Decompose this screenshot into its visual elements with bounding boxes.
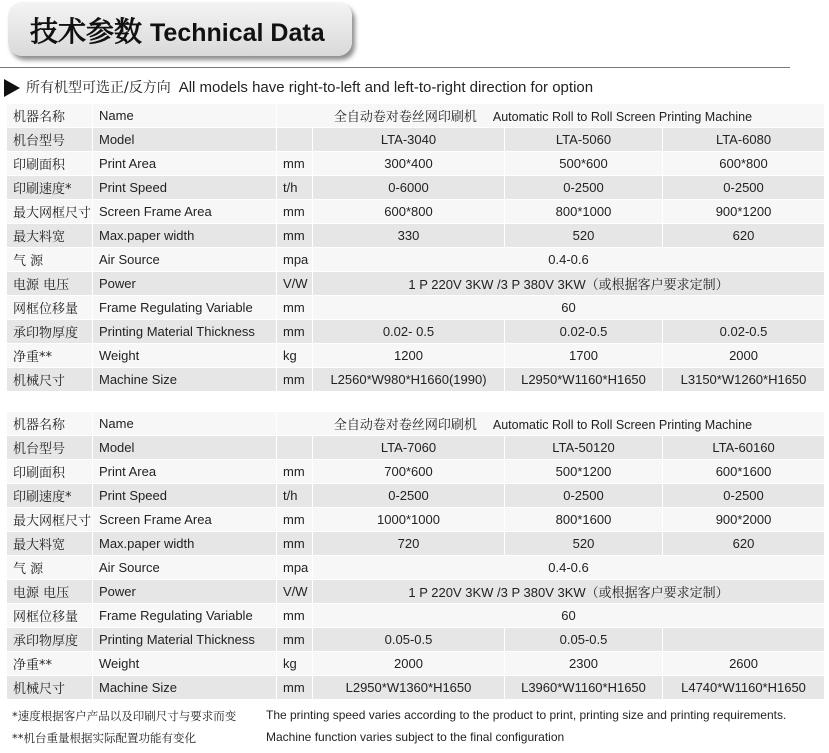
footnote-1-cn: *速度根据客户产品以及印刷尺寸与要求而变 bbox=[12, 709, 237, 723]
row-label-cn: 最大网框尺寸 bbox=[7, 508, 93, 532]
row-label-cn: 印刷速度* bbox=[7, 484, 93, 508]
row-value: 600*800 bbox=[313, 200, 505, 224]
row-label-cn: 电源 电压 bbox=[7, 272, 93, 296]
table-row bbox=[7, 176, 825, 200]
table-row bbox=[7, 436, 825, 460]
row-value: LTA-60160 bbox=[663, 436, 825, 460]
footnote-2-en: Machine function varies subject to the final configuration bbox=[266, 730, 565, 744]
row-unit: V/W bbox=[277, 580, 313, 604]
row-value: 0-2500 bbox=[505, 484, 663, 508]
name-en-label: Name bbox=[93, 412, 277, 436]
row-label-cn: 气 源 bbox=[7, 248, 93, 272]
title-cn: 技术参数 bbox=[30, 15, 143, 48]
row-value: LTA-7060 bbox=[313, 436, 505, 460]
row-value-span: 1 P 220V 3KW /3 P 380V 3KW（或根据客户要求定制） bbox=[313, 272, 825, 296]
row-label-en: Printing Material Thickness bbox=[93, 628, 277, 652]
row-unit: mm bbox=[277, 676, 313, 700]
row-value: L3150*W1260*H1650 bbox=[663, 368, 825, 392]
row-value: 1700 bbox=[505, 344, 663, 368]
row-label-en: Printing Material Thickness bbox=[93, 320, 277, 344]
arrow-right-icon bbox=[4, 79, 20, 97]
row-value: 500*600 bbox=[505, 152, 663, 176]
row-label-en: Weight bbox=[93, 344, 277, 368]
row-unit: mm bbox=[277, 152, 313, 176]
row-unit: t/h bbox=[277, 484, 313, 508]
row-unit: mm bbox=[277, 320, 313, 344]
row-label-cn: 机械尺寸 bbox=[7, 368, 93, 392]
table-row bbox=[7, 604, 825, 628]
table-row bbox=[7, 272, 825, 296]
row-value: 0-2500 bbox=[663, 176, 825, 200]
machine-name bbox=[277, 104, 825, 128]
row-label-en: Machine Size bbox=[93, 676, 277, 700]
row-value: 0-2500 bbox=[663, 484, 825, 508]
page-title bbox=[30, 10, 325, 50]
table-row bbox=[7, 676, 825, 700]
row-label-en: Air Source bbox=[93, 556, 277, 580]
row-value: 2000 bbox=[313, 652, 505, 676]
row-value: 0.02-0.5 bbox=[505, 320, 663, 344]
row-value: LTA-5060 bbox=[505, 128, 663, 152]
spec-table-1 bbox=[6, 103, 825, 392]
table-row bbox=[7, 532, 825, 556]
row-label-cn: 印刷速度* bbox=[7, 176, 93, 200]
row-unit: t/h bbox=[277, 176, 313, 200]
row-value: 700*600 bbox=[313, 460, 505, 484]
row-value: LTA-6080 bbox=[663, 128, 825, 152]
row-label-cn: 承印物厚度 bbox=[7, 628, 93, 652]
machine-name-en: Automatic Roll to Roll Screen Printing Machine bbox=[492, 110, 753, 124]
row-label-en: Machine Size bbox=[93, 368, 277, 392]
row-label-en: Model bbox=[93, 128, 277, 152]
row-value: 330 bbox=[313, 224, 505, 248]
direction-cn: 所有机型可选正/反方向 bbox=[26, 80, 171, 96]
row-value: 600*1600 bbox=[663, 460, 825, 484]
row-value: 2300 bbox=[505, 652, 663, 676]
table-row bbox=[7, 628, 825, 652]
table-row bbox=[7, 128, 825, 152]
row-unit: mm bbox=[277, 296, 313, 320]
table-row bbox=[7, 460, 825, 484]
row-label-en: Air Source bbox=[93, 248, 277, 272]
row-value: L2560*W980*H1660(1990) bbox=[313, 368, 505, 392]
machine-name-cn: 全自动卷对卷丝网印刷机 bbox=[333, 418, 477, 433]
row-value: 520 bbox=[505, 224, 663, 248]
row-unit bbox=[277, 128, 313, 152]
row-value: 0.02- 0.5 bbox=[313, 320, 505, 344]
title-en: Technical Data bbox=[150, 19, 325, 47]
row-unit: mm bbox=[277, 200, 313, 224]
table-row bbox=[7, 508, 825, 532]
row-value: 800*1000 bbox=[505, 200, 663, 224]
row-value: 0-2500 bbox=[505, 176, 663, 200]
row-value: LTA-3040 bbox=[313, 128, 505, 152]
row-label-en: Frame Regulating Variable bbox=[93, 604, 277, 628]
row-value: 500*1200 bbox=[505, 460, 663, 484]
row-label-en: Power bbox=[93, 272, 277, 296]
row-unit: mm bbox=[277, 368, 313, 392]
row-value: L2950*W1360*H1650 bbox=[313, 676, 505, 700]
row-unit: mm bbox=[277, 628, 313, 652]
row-unit: V/W bbox=[277, 272, 313, 296]
table-row bbox=[7, 484, 825, 508]
row-value: 620 bbox=[663, 224, 825, 248]
row-label-cn: 电源 电压 bbox=[7, 580, 93, 604]
table-row bbox=[7, 368, 825, 392]
row-value: 620 bbox=[663, 532, 825, 556]
row-label-cn: 网框位移量 bbox=[7, 604, 93, 628]
row-label-en: Max.paper width bbox=[93, 224, 277, 248]
row-label-en: Print Area bbox=[93, 152, 277, 176]
row-label-cn: 网框位移量 bbox=[7, 296, 93, 320]
spec-table-2 bbox=[6, 411, 825, 700]
row-value: 900*2000 bbox=[663, 508, 825, 532]
row-value: LTA-50120 bbox=[505, 436, 663, 460]
row-value-span: 60 bbox=[313, 604, 825, 628]
name-cn-label: 机器名称 bbox=[7, 412, 93, 436]
row-unit: mpa bbox=[277, 248, 313, 272]
row-label-cn: 机械尺寸 bbox=[7, 676, 93, 700]
row-value: 800*1600 bbox=[505, 508, 663, 532]
row-label-cn: 最大料宽 bbox=[7, 224, 93, 248]
row-label-cn: 最大料宽 bbox=[7, 532, 93, 556]
row-label-cn: 机台型号 bbox=[7, 128, 93, 152]
row-unit: mm bbox=[277, 532, 313, 556]
row-unit: mm bbox=[277, 224, 313, 248]
row-value: 0.02-0.5 bbox=[663, 320, 825, 344]
row-label-en: Print Speed bbox=[93, 484, 277, 508]
row-unit bbox=[277, 436, 313, 460]
row-value: 0.05-0.5 bbox=[313, 628, 505, 652]
row-label-cn: 承印物厚度 bbox=[7, 320, 93, 344]
row-unit: mm bbox=[277, 604, 313, 628]
table-row bbox=[7, 580, 825, 604]
row-value: L4740*W1160*H1650 bbox=[663, 676, 825, 700]
row-label-en: Model bbox=[93, 436, 277, 460]
table-row bbox=[7, 344, 825, 368]
row-value: 2000 bbox=[663, 344, 825, 368]
table-header-row bbox=[7, 104, 825, 128]
row-value-span: 0.4-0.6 bbox=[313, 248, 825, 272]
table-row bbox=[7, 652, 825, 676]
machine-name-cn: 全自动卷对卷丝网印刷机 bbox=[333, 110, 477, 125]
row-unit: mpa bbox=[277, 556, 313, 580]
table-row bbox=[7, 556, 825, 580]
row-label-en: Print Area bbox=[93, 460, 277, 484]
row-value: 300*400 bbox=[313, 152, 505, 176]
name-cn-label: 机器名称 bbox=[7, 104, 93, 128]
table-row bbox=[7, 152, 825, 176]
row-label-cn: 印刷面积 bbox=[7, 460, 93, 484]
table-row bbox=[7, 224, 825, 248]
table-header-row bbox=[7, 412, 825, 436]
row-label-cn: 印刷面积 bbox=[7, 152, 93, 176]
row-label-en: Power bbox=[93, 580, 277, 604]
direction-en: All models have right-to-left and left-to-right direction for option bbox=[178, 79, 594, 96]
direction-note bbox=[26, 77, 593, 97]
row-unit: mm bbox=[277, 508, 313, 532]
row-value: L3960*W1160*H1650 bbox=[505, 676, 663, 700]
row-value: 1000*1000 bbox=[313, 508, 505, 532]
row-label-cn: 净重** bbox=[7, 344, 93, 368]
row-label-en: Print Speed bbox=[93, 176, 277, 200]
row-unit: kg bbox=[277, 652, 313, 676]
row-value: 2600 bbox=[663, 652, 825, 676]
row-value-span: 1 P 220V 3KW /3 P 380V 3KW（或根据客户要求定制） bbox=[313, 580, 825, 604]
table-row bbox=[7, 200, 825, 224]
row-value bbox=[663, 628, 825, 652]
row-value: 720 bbox=[313, 532, 505, 556]
row-value: L2950*W1160*H1650 bbox=[505, 368, 663, 392]
machine-name bbox=[277, 412, 825, 436]
row-label-en: Screen Frame Area bbox=[93, 200, 277, 224]
row-value: 0.05-0.5 bbox=[505, 628, 663, 652]
table-row bbox=[7, 320, 825, 344]
row-label-en: Max.paper width bbox=[93, 532, 277, 556]
table-row bbox=[7, 248, 825, 272]
row-value: 0-2500 bbox=[313, 484, 505, 508]
row-value-span: 0.4-0.6 bbox=[313, 556, 825, 580]
machine-name-en: Automatic Roll to Roll Screen Printing Machine bbox=[492, 418, 753, 432]
row-label-en: Frame Regulating Variable bbox=[93, 296, 277, 320]
footnote-2-cn: **机台重量根据实际配置功能有变化 bbox=[12, 731, 196, 745]
table-row bbox=[7, 296, 825, 320]
footnote-1-en: The printing speed varies according to the product to print, printing size and printing requirements. bbox=[266, 708, 787, 722]
row-label-cn: 气 源 bbox=[7, 556, 93, 580]
row-label-cn: 最大网框尺寸 bbox=[7, 200, 93, 224]
name-en-label: Name bbox=[93, 104, 277, 128]
row-label-en: Screen Frame Area bbox=[93, 508, 277, 532]
row-value: 520 bbox=[505, 532, 663, 556]
row-value: 600*800 bbox=[663, 152, 825, 176]
row-value: 0-6000 bbox=[313, 176, 505, 200]
row-unit: kg bbox=[277, 344, 313, 368]
row-label-cn: 机台型号 bbox=[7, 436, 93, 460]
row-unit: mm bbox=[277, 460, 313, 484]
row-label-en: Weight bbox=[93, 652, 277, 676]
row-label-cn: 净重** bbox=[7, 652, 93, 676]
row-value: 900*1200 bbox=[663, 200, 825, 224]
divider bbox=[0, 67, 790, 68]
row-value: 1200 bbox=[313, 344, 505, 368]
row-value-span: 60 bbox=[313, 296, 825, 320]
title-badge bbox=[8, 2, 352, 56]
